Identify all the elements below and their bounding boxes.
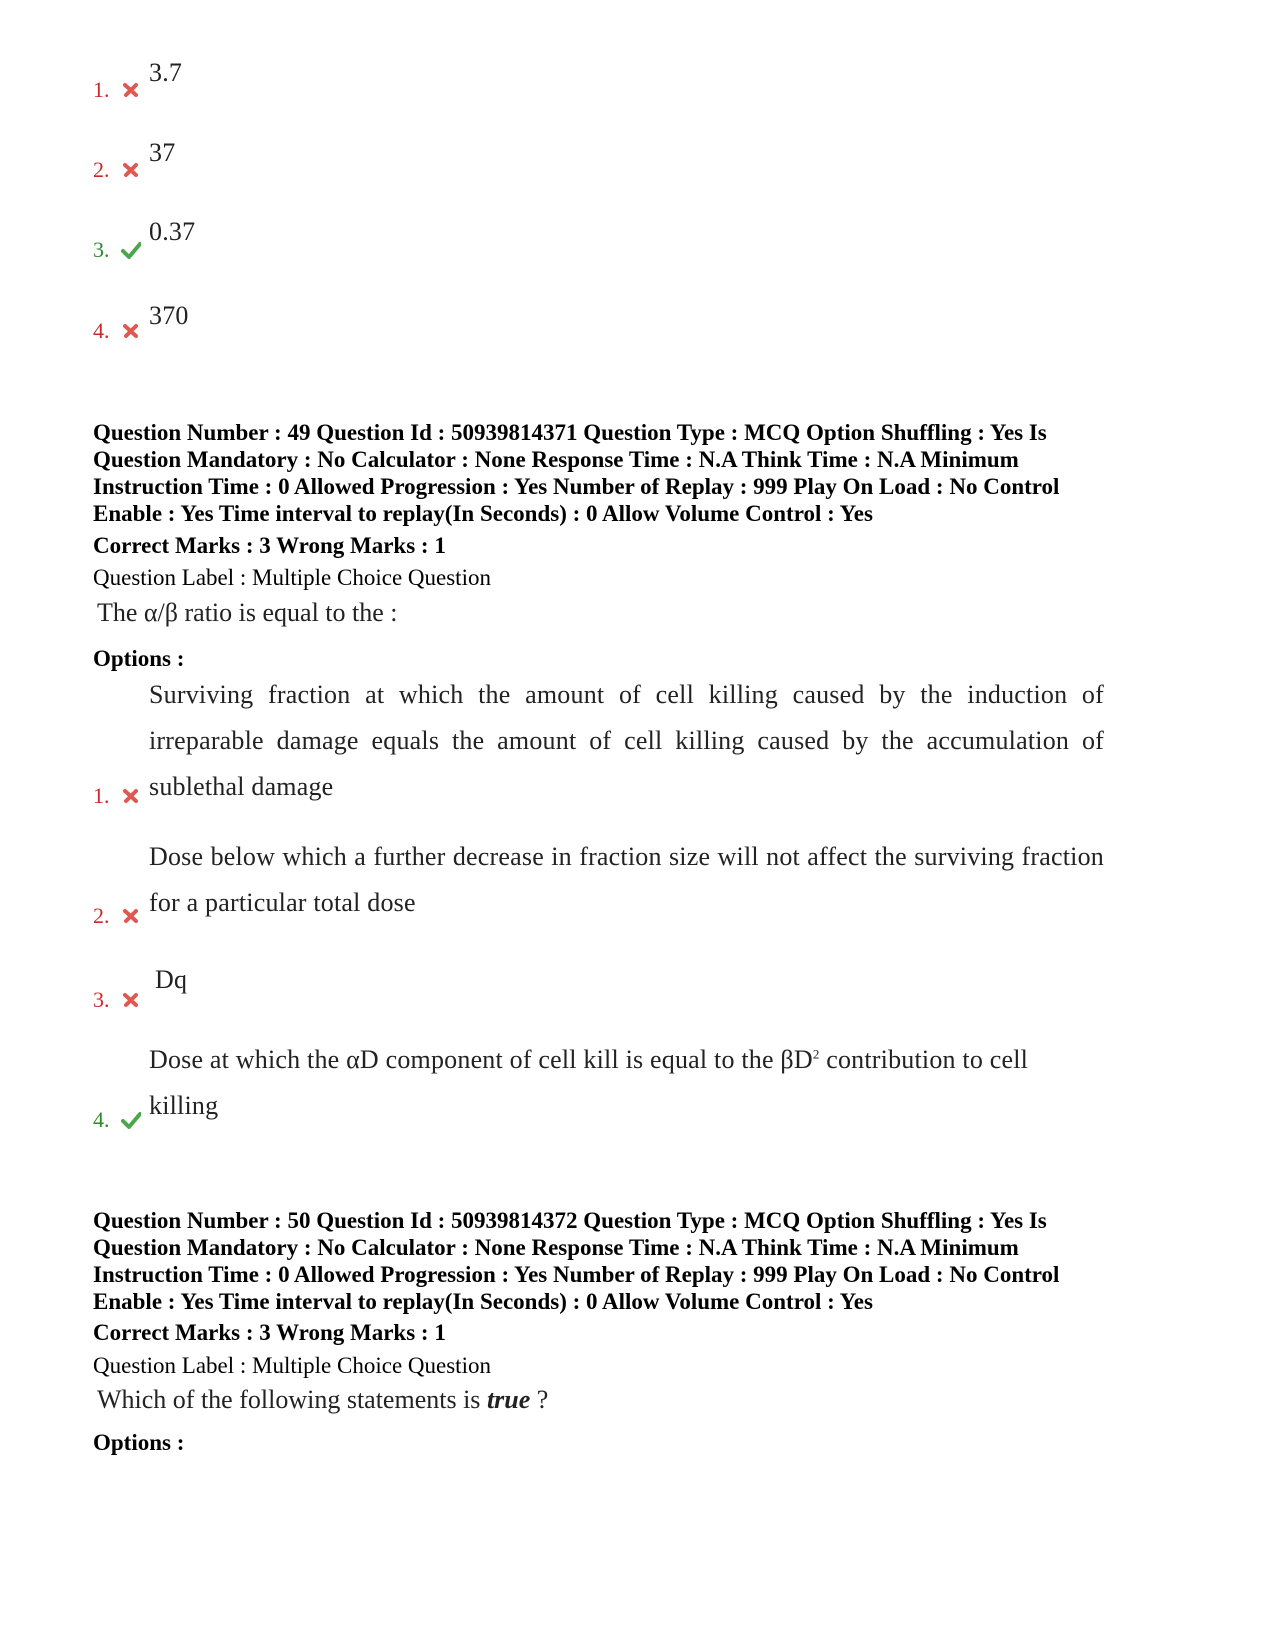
- question-50-label: Question Label : Multiple Choice Question: [93, 1353, 491, 1378]
- question-49-label: Question Label : Multiple Choice Question: [93, 565, 491, 590]
- question-49-marks: Correct Marks : 3 Wrong Marks : 1: [93, 533, 446, 558]
- option-text: Dq: [155, 965, 188, 994]
- option-number: 1.: [93, 783, 110, 808]
- question-text-emphasis: true: [486, 1385, 531, 1414]
- option-number: 4.: [93, 318, 110, 343]
- option-number: 3.: [93, 987, 110, 1012]
- question-50-options-heading: Options :: [93, 1430, 185, 1455]
- question-50-meta: Question Number : 50 Question Id : 50939814372 Question Type : MCQ Option Shuffling : Yes Is Question Mandatory : No Calculator : None Response Time : N.A Think Time : N.A Minimum Instruction Time : 0 Allowed Progression : Yes Number of Replay : 999 Play On Load : No Control Enable : Yes Time interval to replay(In Seconds) : 0 Allow Volume Control : Yes: [93, 1208, 1060, 1314]
- question-49-options-heading: Options :: [93, 646, 185, 671]
- question-text-part: Which of the following statements is: [97, 1385, 487, 1414]
- option-number: 2.: [93, 903, 110, 928]
- q49-option-4: [93, 1037, 1093, 1132]
- cross-icon: [121, 990, 141, 1010]
- superscript: 2: [812, 1046, 820, 1062]
- option-text: 370: [149, 301, 189, 330]
- question-49-meta: Question Number : 49 Question Id : 50939814371 Question Type : MCQ Option Shuffling : Yes Is Question Mandatory : No Calculator : None Response Time : N.A Think Time : N.A Minimum Instruction Time : 0 Allowed Progression : Yes Number of Replay : 999 Play On Load : No Control Enable : Yes Time interval to replay(In Seconds) : 0 Allow Volume Control : Yes: [93, 420, 1060, 526]
- check-icon: [121, 1110, 141, 1130]
- prev-option-3: [93, 217, 1093, 262]
- prev-option-4: [93, 303, 1093, 343]
- q49-option-2: [93, 834, 1104, 928]
- option-text: 37: [149, 138, 176, 167]
- question-50-marks: Correct Marks : 3 Wrong Marks : 1: [93, 1320, 446, 1345]
- question-49-text: The α/β ratio is equal to the :: [97, 598, 398, 627]
- q49-option-3: [93, 965, 1093, 1012]
- option-number: 2.: [93, 157, 110, 182]
- cross-icon: [121, 80, 141, 100]
- cross-icon: [121, 160, 141, 180]
- option-number: 4.: [93, 1107, 110, 1132]
- option-text: Surviving fraction at which the amount of cell killing caused by the induction of irreparable damage equals the amount of cell killing caused by the accumulation of sublethal damage: [149, 680, 1104, 801]
- question-50-text: [97, 1385, 548, 1415]
- question-text-part: ?: [530, 1385, 549, 1414]
- option-text-part: Dose at which the αD component of cell kill is equal to the βD: [149, 1045, 813, 1074]
- cross-icon: [121, 321, 141, 341]
- option-number: 1.: [93, 77, 110, 102]
- cross-icon: [121, 906, 141, 926]
- option-text: 0.37: [149, 217, 196, 246]
- option-text-part: contribution to cell killing: [149, 1045, 1029, 1120]
- q49-option-1: [93, 672, 1104, 808]
- option-text: [149, 1037, 1104, 1129]
- prev-option-2: [93, 138, 1093, 182]
- prev-option-1: [93, 58, 1093, 102]
- check-icon: [121, 240, 141, 260]
- option-text: Dose below which a further decrease in fraction size will not affect the surviving fraction for a particular total dose: [149, 842, 1104, 917]
- option-text: 3.7: [149, 58, 183, 87]
- option-number: 3.: [93, 237, 110, 262]
- cross-icon: [121, 786, 141, 806]
